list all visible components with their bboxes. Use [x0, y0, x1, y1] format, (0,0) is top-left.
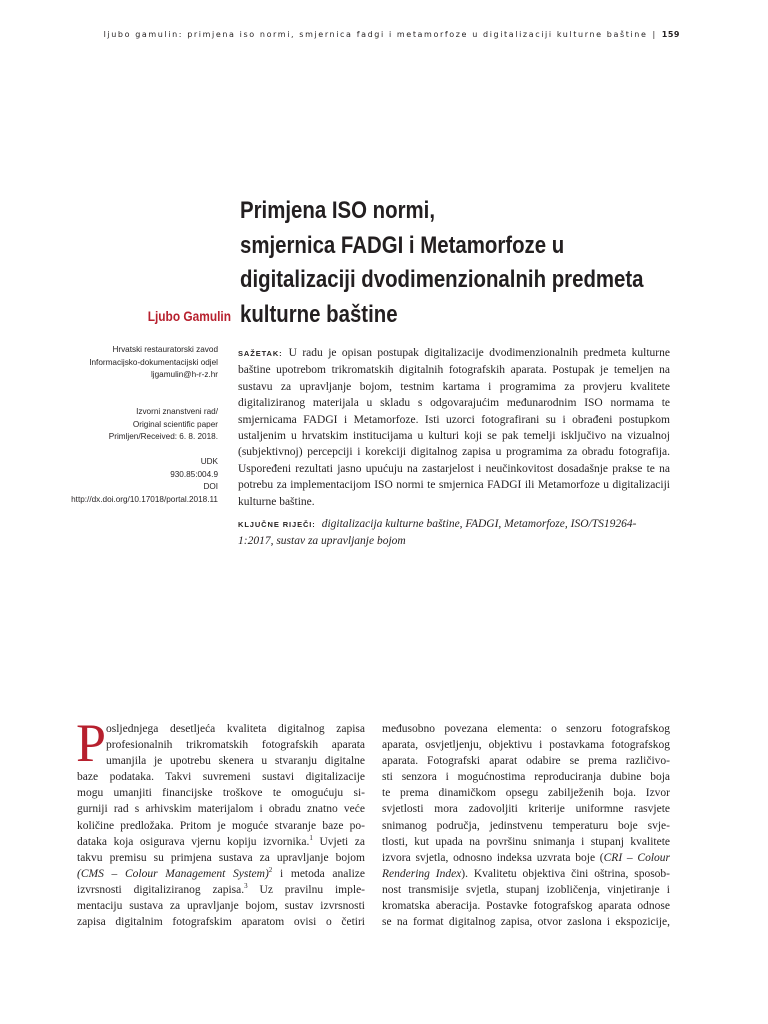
title-line: smjernica FADGI i Metamorfoze u	[240, 231, 565, 259]
body-line: sti senzora i mogućnostima reproduciranja dubine boja	[382, 771, 670, 784]
author-name: Ljubo Gamulin	[147, 308, 231, 324]
author-email: ljgamulin@h-r-z.hr	[150, 370, 218, 380]
doi-link[interactable]: http://dx.doi.org/10.17018/portal.2018.11	[71, 494, 218, 504]
running-head-separator: |	[652, 30, 657, 39]
body-line: Rendering Index). Kvalitetu objektiva čini oštrina, sposob-	[382, 867, 670, 880]
footnote-ref[interactable]: 2	[268, 866, 273, 875]
keywords-text: digitalizacija kulturne baštine, FADGI, Metamorfoze, ISO/TS19264-1:2017, sustav za upravljanje bojom	[238, 518, 637, 548]
identifiers-block	[30, 456, 218, 506]
body-line: baze podataka. Takvi suvremeni sustavi digitalizacije	[77, 771, 365, 784]
keywords	[238, 516, 670, 550]
running-head-text: ljubo gamulin: primjena iso normi, smjernica fadgi i metamorfoze u digitalizaciji kulturne baštine	[103, 30, 648, 39]
udk-value: 930.85:004.9	[170, 469, 218, 479]
affiliation-institution: Hrvatski restauratorski zavod	[112, 345, 218, 354]
drop-cap: P	[76, 713, 107, 773]
body-line: nost transmisije svjetla, stupanj izobličenja, vinjetiranje i	[382, 883, 670, 896]
body-line: svjetlosti mora zadovoljiti kriterije uniformne rasvjete	[382, 803, 670, 816]
body-line: takvu premisu su primjena sustava za upravljanje bojom	[77, 851, 365, 864]
received-date: Primljen/Received: 6. 8. 2018.	[108, 432, 218, 442]
body-line: osljednjega desetljeća kvaliteta digitalnog zapisa	[106, 723, 365, 735]
title-line: Primjena ISO normi,	[240, 197, 435, 224]
body-line: profesionalnih trikromatskih fotografskih aparata	[106, 739, 365, 752]
body-line: se na format digitalnog zapisa, otvor zaslona i ekspozicije,	[382, 916, 670, 929]
body-line: te prema dinamičkom opsegu zabilježenih boja. Izvor	[382, 787, 670, 800]
body-line: tlosti, kut upada na površinu snimanja i stupanj kvalitete	[382, 835, 670, 848]
body-line: umanjila je upotrebu skenera u stvaranju digitalne	[106, 755, 365, 768]
footnote-ref[interactable]: 1	[309, 833, 313, 842]
body-line: zapisa digitalnim fotografskim aparatom ovisi o četiri	[77, 916, 365, 929]
italic-term: Rendering Index	[382, 867, 462, 880]
udk-label: UDK	[200, 457, 218, 466]
abstract	[238, 345, 670, 510]
body-line: (CMS – Colour Management System)$^2$ i metoda analize	[77, 866, 365, 880]
body-line: dataka koja osigurava vjernu kopiju izvornika.$^1$ Uvjeti za	[77, 833, 366, 848]
body-column-left	[77, 721, 365, 930]
body-line: količine predložaka. Pritom je moguće stvaranje baze po-	[77, 819, 365, 832]
body-line: mogu umanjiti financijske troškove te omogućuju si-	[77, 787, 365, 800]
body-line: aparata. Fotografski aparat odabire se prema različivo-	[382, 755, 670, 768]
footnote-ref[interactable]: 3	[244, 882, 248, 891]
doi-label: DOI	[203, 482, 218, 492]
abstract-label: SAŽETAK:	[238, 349, 283, 358]
keywords-label: KLJUČNE RIJEČI:	[238, 520, 316, 529]
affiliation-department: Informacijsko-dokumentacijski odjel	[89, 357, 218, 367]
body-column-right	[382, 721, 670, 930]
abstract-text: U radu je opisan postupak digitalizacije dvodimenzionalnih predmeta kulturne baštine upotrebom trikromatskih digitalnih fotografskih aparata. Postupak je temeljen na sustavu za upravljanje bojom, testnim kartama i programima za provjeru kvalitete digitaliziranog materijala u skladu s odgovarajućim međunarodnim ISO normama te smjernicama FADGI i Metamorfoze. Isti uzorci fotografirani su i obrađeni postupkom ustaljenim u hrvatskim institucijama u kulturi koji se pak temelji isključivo na vizualnoj (subjektivnoj) percepciji i korekciji digitalnog zapisa u programima za obradu fotografija. Uspoređeni rezultati jasno upućuju na zastarjelost i neučinkovitost dosadašnje prakse te na potrebu za implementacijom ISO normi te smjernica FADGI ili Metamorfoze u digitalizaciji kulturne baštine.	[238, 347, 670, 508]
body-line: mentaciju sustava za upravljanje bojom, sustav izvrsnosti	[77, 900, 365, 913]
body-line: izvora svjetla, odnosno indeksa uzvrata boje (CRI – Colour	[382, 851, 670, 864]
title-line: kulturne baštine	[240, 300, 398, 328]
title-line: digitalizaciji dvodimenzionalnih predmeta	[240, 266, 644, 293]
paper-type-hr: Izvorni znanstveni rad/	[136, 407, 218, 416]
body-line: kromatska aberacija. Postavke fotografskog aparata odnose	[382, 900, 670, 913]
article-title	[240, 194, 644, 332]
body-line: izvrsnosti digitaliziranog zapisa.$^3$ Uz pravilnu imple-	[77, 882, 366, 896]
paper-type-en: Original scientific paper	[132, 419, 218, 429]
body-line: gurniji rad s arhivskim materijalom i obradu znatno veće	[77, 803, 365, 816]
affiliation-block	[30, 344, 218, 382]
body-line: aparata, osvjetljenju, objektivu i postavkama fotografskog	[382, 739, 670, 752]
page-number: 159	[661, 30, 680, 39]
paper-type-block	[30, 406, 218, 444]
running-head	[0, 30, 680, 39]
body-line: snimanog područja, jedinstvenu temperaturu boje svje-	[382, 819, 670, 832]
body-line: međusobno povezana elementa: o senzoru fotografskog	[382, 723, 670, 735]
